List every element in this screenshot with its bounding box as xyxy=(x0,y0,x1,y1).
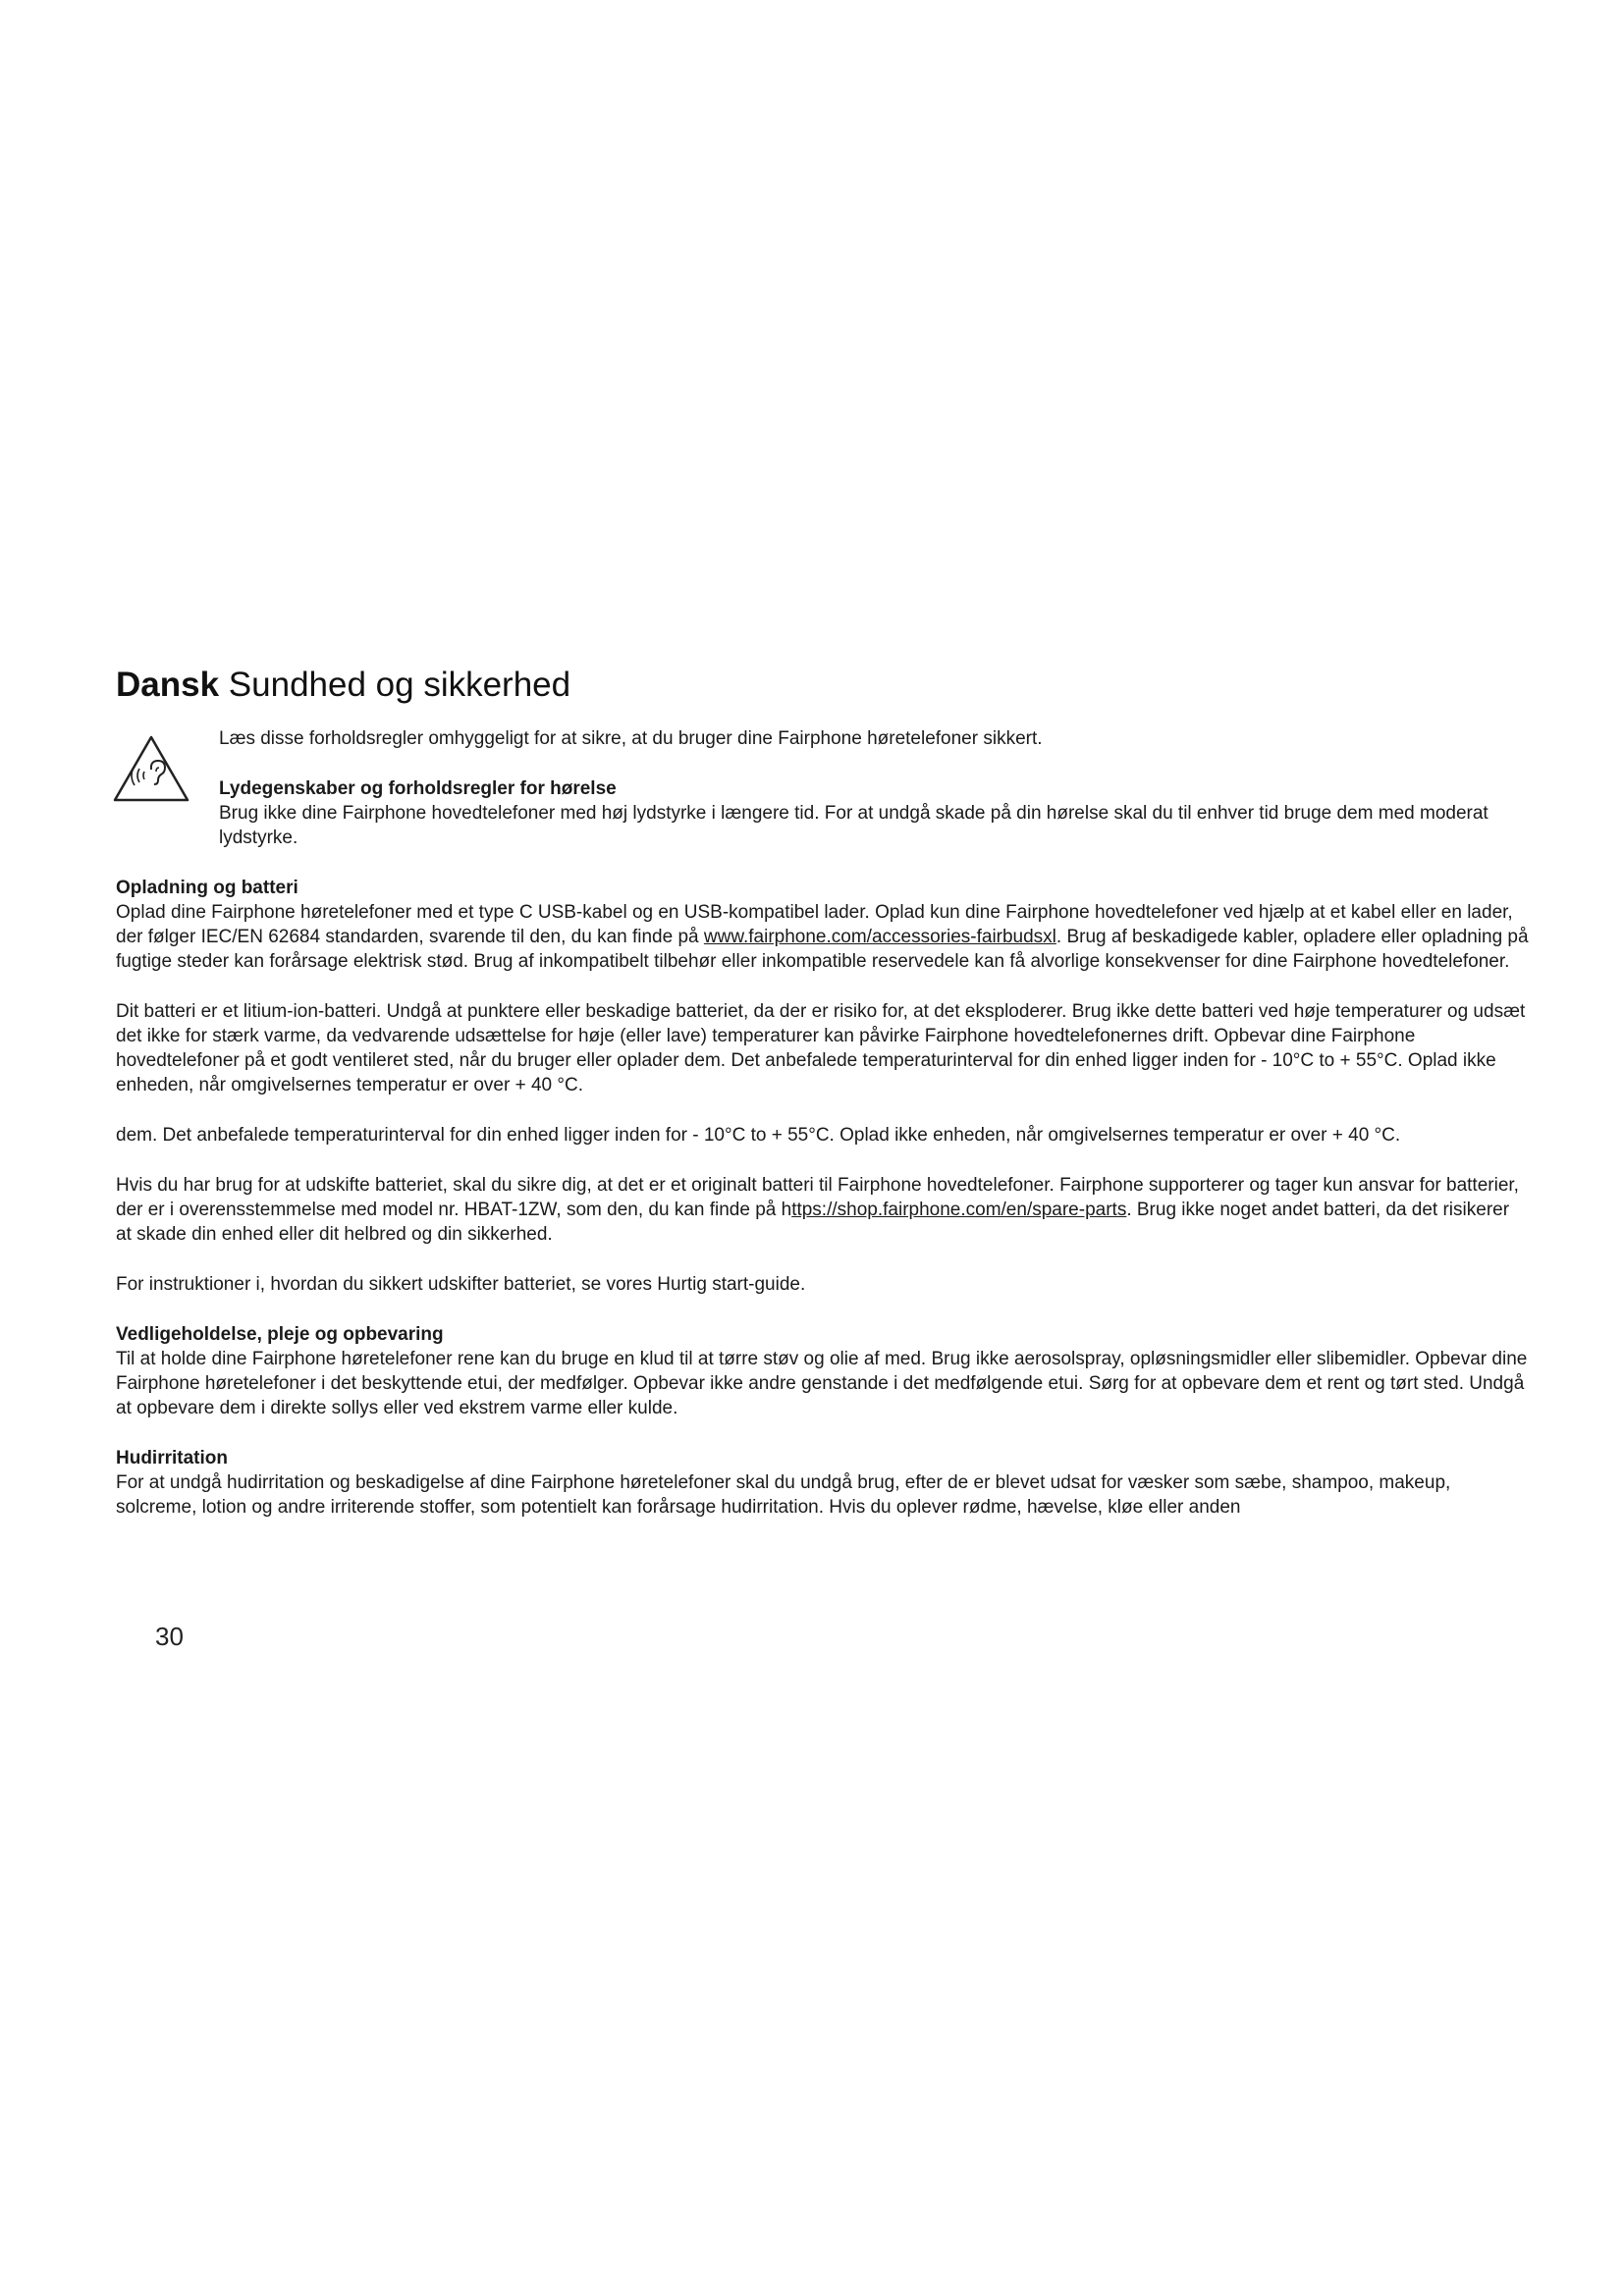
battery-paragraph-1: Dit batteri er et litium-ion-batteri. Undgå at punktere eller beskadige batteriet, da der er risiko for, at det eksploderer. Brug ikke dette batteri ved høje temperaturer og udsæt det ikke for stærk varme, da vedvarende udsættelse for høje (eller lave) temperaturer kan påvirke Fairphone hovedtelefonernes drift. Opbevar dine Fairphone hovedtelefoner på et godt ventileret sted, når du bruger eller oplader dem. Det anbefalede temperaturinterval for din enhed ligger inden for - 10°C to + 55°C. Oplad ikke enheden, når omgivelsernes temperatur er over + 40 °C. xyxy=(116,1001,1526,1095)
battery-text-2: . Brug ikke noget andet batteri, da det risikerer at skade din enhed eller dit helbred og din sikkerhed. xyxy=(116,1200,1510,1245)
battery-section-4 xyxy=(116,1272,1530,1297)
skin-section xyxy=(116,1446,1530,1520)
battery-paragraph-4: For instruktioner i, hvordan du sikkert udskifter batteriet, se vores Hurtig start-guide. xyxy=(116,1274,806,1295)
page-title xyxy=(116,664,1530,707)
hearing-body xyxy=(116,801,1530,850)
page-content xyxy=(116,664,1530,1520)
hearing-warning-icon xyxy=(112,734,190,803)
care-body: Til at holde dine Fairphone høretelefoner rene kan du bruge en klud til at tørre støv og olie af med. Brug ikke aerosolspray, opløsningsmidler eller slibemidler. Opbevar dine Fairphone høretelefoner i det beskyttende etui, der medfølger. Opbevar ikke andre genstande i det medfølgende etui. Sørg for at opbevare dem et rent og tørt sted. Undgå at opbevare dem i direkte sollys eller ved ekstrem varme eller kulde. xyxy=(116,1349,1528,1418)
care-heading: Vedligeholdelse, pleje og opbevaring xyxy=(116,1324,444,1345)
charging-heading: Opladning og batteri xyxy=(116,878,298,898)
title-text: Sundhed og sikkerhed xyxy=(228,666,571,704)
page-number: 30 xyxy=(155,1622,184,1651)
charging-body xyxy=(116,900,1530,974)
battery-section xyxy=(116,999,1530,1097)
hearing-warning-block xyxy=(116,726,1530,850)
skin-heading: Hudirritation xyxy=(116,1448,228,1468)
hearing-heading: Lydegenskaber og forholdsregler for hørelse xyxy=(219,778,617,799)
charging-text-2: . Brug af beskadigede kabler, opladere eller opladning på fugtige steder kan forårsage elektrisk stød. Brug af inkompatibelt tilbehør eller inkompatible reservedele kan få alvorlige konsekvenser for dine Fairphone hovedtelefoner. xyxy=(116,927,1529,972)
intro-text: Læs disse forholdsregler omhyggeligt for at sikre, at du bruger dine Fairphone høretelefoner sikkert. xyxy=(219,728,1043,749)
battery-paragraph-3 xyxy=(116,1173,1530,1247)
charging-text-1: Oplad dine Fairphone høretelefoner med et type C USB-kabel og en USB-kompatibel lader. Oplad kun dine Fairphone hovedtelefoner ved hjælp at et kabel eller en lader, der følger IEC/EN 62684 standarden, svarende til den, du kan finde på xyxy=(116,902,1513,947)
charging-section xyxy=(116,876,1530,974)
battery-paragraph-2: dem. Det anbefalede temperaturinterval for din enhed ligger inden for - 10°C to + 55°C. Oplad ikke enheden, når omgivelsernes temperatur er over + 40 °C. xyxy=(116,1125,1401,1146)
language-label: Dansk xyxy=(116,666,220,704)
hearing-body-text: Brug ikke dine Fairphone hovedtelefoner med høj lydstyrke i længere tid. For at undgå skade på din hørelse skal du til enhver tid bruge dem med moderat lydstyrke. xyxy=(219,803,1489,848)
accessories-link[interactable]: www.fairphone.com/accessories-fairbudsxl xyxy=(703,927,1056,947)
battery-section-2 xyxy=(116,1123,1530,1148)
skin-body: For at undgå hudirritation og beskadigelse af dine Fairphone høretelefoner skal du undgå brug, efter de er blevet udsat for væsker som sæbe, shampoo, makeup, solcreme, lotion og andre irriterende stoffer, som potentielt kan forårsage hudirritation. Hvis du oplever rødme, hævelse, kløe eller anden xyxy=(116,1472,1451,1518)
battery-text-1: Hvis du har brug for at udskifte batteriet, skal du sikre dig, at det er et originalt batteri til Fairphone hovedtelefoner. Fairphone supporterer og tager kun ansvar for batterier, der er i overensstemmelse med model nr. HBAT-1ZW, som den, du kan finde på h xyxy=(116,1175,1519,1220)
spare-parts-link[interactable]: ttps://shop.fairphone.com/en/spare-parts xyxy=(791,1200,1127,1220)
care-section xyxy=(116,1322,1530,1420)
battery-section-3 xyxy=(116,1173,1530,1247)
